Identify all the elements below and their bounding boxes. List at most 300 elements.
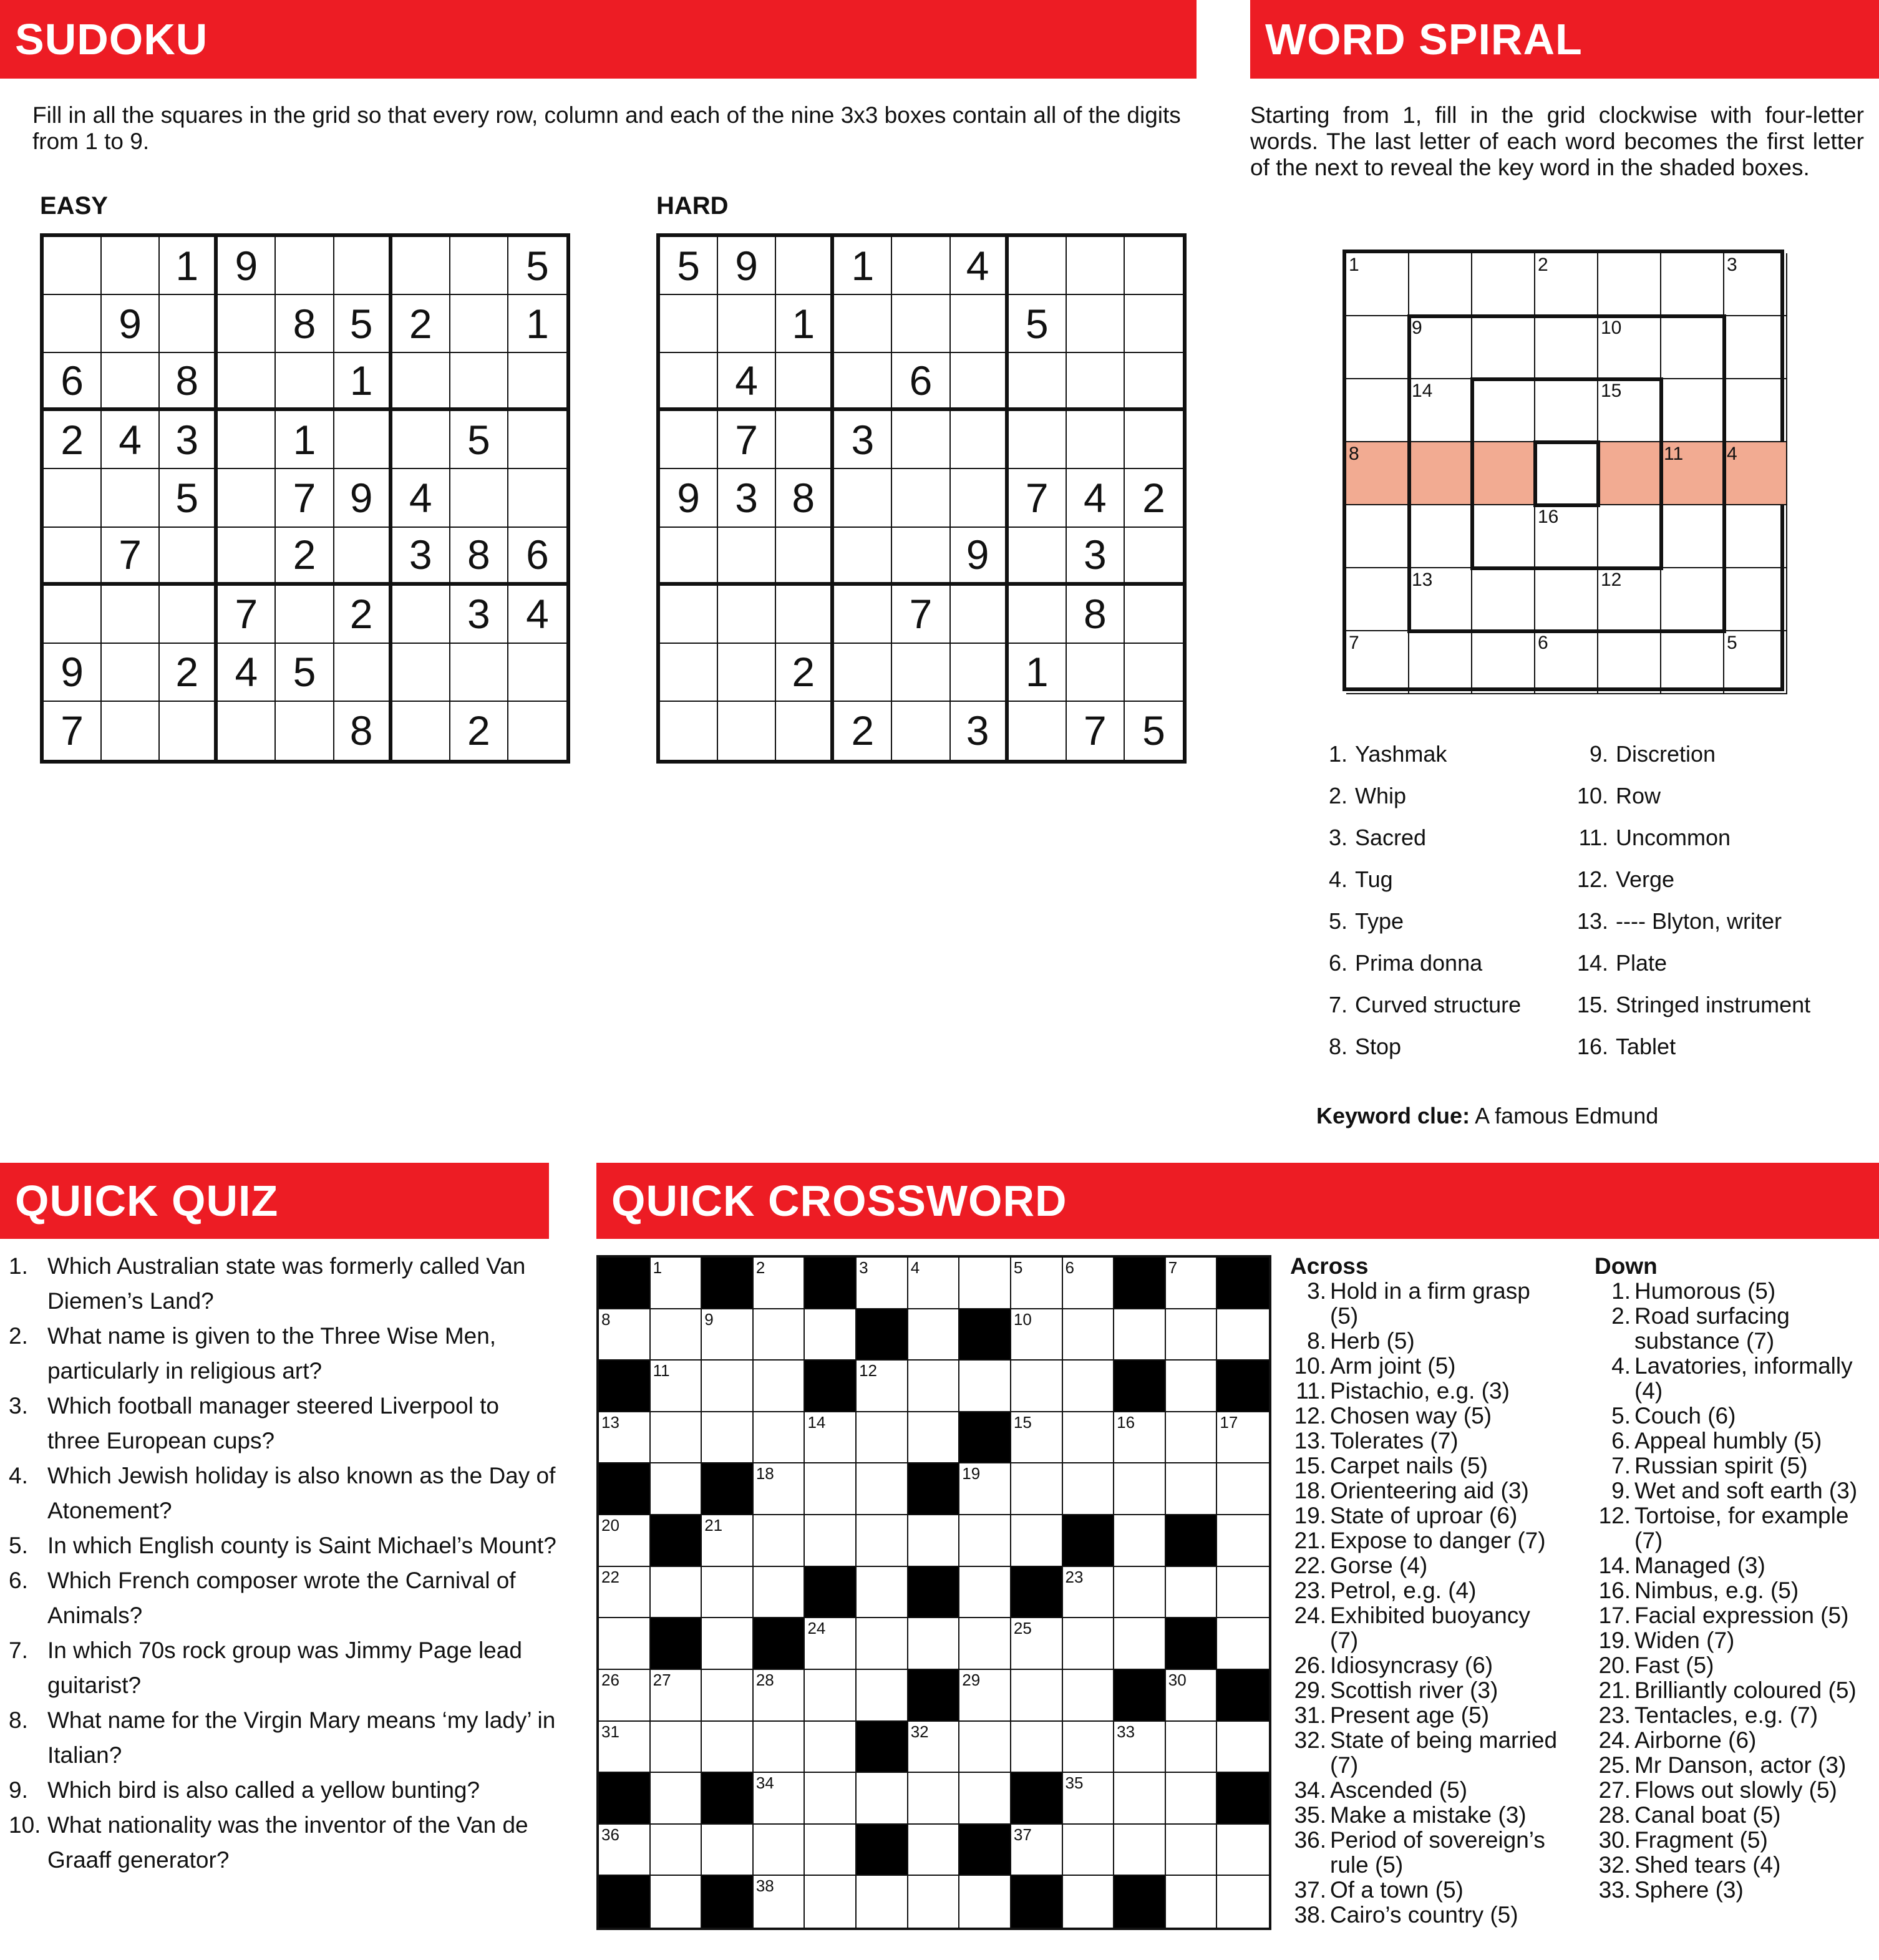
spiral-cell — [1724, 442, 1787, 505]
sudoku-cell: 3 — [834, 411, 892, 469]
crossword-clue-text: Scottish river (3) — [1330, 1677, 1498, 1703]
crossword-clue-text: Gorse (4) — [1330, 1553, 1428, 1578]
crossword-black-square — [1114, 1361, 1166, 1412]
crossword-clue-number: 33. — [1598, 1877, 1631, 1903]
crossword-square — [1011, 1258, 1063, 1309]
sudoku-cell: 9 — [951, 528, 1009, 586]
sudoku-cell — [508, 353, 566, 411]
crossword-black-square — [805, 1361, 857, 1412]
crossword-square — [1011, 1515, 1063, 1567]
crossword-clue — [1290, 1778, 1565, 1803]
crossword-square — [908, 1825, 960, 1876]
crossword-square — [651, 1876, 702, 1928]
sudoku-cell: 2 — [1125, 469, 1183, 527]
crossword-black-square — [754, 1618, 805, 1670]
sudoku-cell — [718, 586, 776, 644]
sudoku-instructions: Fill in all the squares in the grid so that every row, column and each of the nine 3x3 boxes contain all of the digits from 1 to 9. — [32, 102, 1181, 154]
crossword-square — [702, 1618, 754, 1670]
spiral-cell-number: 2 — [1538, 255, 1548, 275]
quiz-question — [9, 1563, 558, 1633]
crossword-square — [805, 1670, 857, 1722]
crossword-grid — [596, 1255, 1271, 1930]
crossword-clue — [1595, 1653, 1879, 1678]
spiral-cell — [1346, 379, 1409, 442]
crossword-square — [959, 1618, 1011, 1670]
sudoku-cell: 2 — [334, 586, 392, 644]
spiral-cell — [1661, 253, 1724, 316]
crossword-square — [1166, 1463, 1218, 1515]
crossword-clue — [1595, 1828, 1879, 1853]
spiral-cell — [1598, 568, 1661, 631]
crossword-clue-text: Lavatories, informally (4) — [1634, 1353, 1853, 1404]
sudoku-cell — [834, 469, 892, 527]
crossword-clue — [1290, 1478, 1565, 1503]
spiral-cell — [1535, 568, 1598, 631]
sudoku-cell: 4 — [951, 237, 1009, 295]
sudoku-cell — [951, 353, 1009, 411]
sudoku-cell — [276, 586, 334, 644]
word-spiral-grid — [1342, 250, 1784, 691]
crossword-clue-number: 7 — [1168, 1258, 1178, 1277]
crossword-square — [1217, 1618, 1269, 1670]
crossword-clue-number: 22. — [1294, 1553, 1326, 1578]
sudoku-cell: 5 — [334, 295, 392, 353]
crossword-square — [702, 1361, 754, 1412]
crossword-square — [857, 1412, 908, 1464]
sudoku-cell — [276, 702, 334, 760]
crossword-black-square — [1166, 1618, 1218, 1670]
word-spiral-title: WORD SPIRAL — [1265, 15, 1583, 64]
quiz-question-text: What name for the Virgin Mary means ‘my lady’ in Italian? — [47, 1707, 556, 1768]
crossword-square — [908, 1618, 960, 1670]
crossword-clue — [1595, 1453, 1879, 1478]
crossword-square — [959, 1567, 1011, 1619]
crossword-square — [1011, 1412, 1063, 1464]
crossword-square — [857, 1463, 908, 1515]
crossword-clue-number: 24. — [1598, 1727, 1631, 1753]
crossword-square — [754, 1722, 805, 1773]
crossword-clue-number: 35 — [1065, 1773, 1084, 1793]
sudoku-cell — [951, 295, 1009, 353]
sudoku-cell — [276, 237, 334, 295]
sudoku-cell: 6 — [44, 353, 102, 411]
spiral-cell — [1409, 442, 1472, 505]
spiral-cell — [1598, 253, 1661, 316]
sudoku-cell: 6 — [892, 353, 950, 411]
quiz-question-number: 8. — [9, 1707, 28, 1733]
crossword-clue-text: Airborne (6) — [1634, 1727, 1757, 1753]
crossword-clue-number: 12. — [1598, 1503, 1631, 1528]
crossword-clue-number: 21. — [1294, 1528, 1326, 1553]
crossword-square — [959, 1515, 1011, 1567]
spiral-clue-number: 5. — [1328, 908, 1347, 934]
crossword-clue-number: 13. — [1294, 1428, 1326, 1453]
crossword-square — [1063, 1412, 1115, 1464]
crossword-clue — [1290, 1404, 1565, 1429]
spiral-cell — [1409, 316, 1472, 379]
quiz-question-text: What name is given to the Three Wise Men, particularly in religious art? — [47, 1323, 497, 1384]
crossword-clue-number: 7. — [1611, 1453, 1631, 1478]
crossword-clue — [1595, 1354, 1879, 1404]
spiral-cell — [1724, 379, 1787, 442]
crossword-square — [1217, 1412, 1269, 1464]
spiral-cell — [1724, 505, 1787, 568]
crossword-square — [805, 1309, 857, 1361]
sudoku-cell: 1 — [276, 411, 334, 469]
crossword-square — [805, 1515, 857, 1567]
sudoku-cell: 5 — [660, 237, 718, 295]
spiral-clue-number: 11. — [1578, 825, 1608, 850]
sudoku-cell — [102, 644, 160, 702]
sudoku-title: SUDOKU — [15, 15, 208, 64]
sudoku-cell — [951, 469, 1009, 527]
crossword-square — [1114, 1825, 1166, 1876]
spiral-clue — [1572, 908, 1782, 934]
crossword-square — [857, 1876, 908, 1928]
spiral-cell — [1598, 442, 1661, 505]
sudoku-cell — [718, 702, 776, 760]
crossword-clue — [1290, 1503, 1565, 1528]
spiral-clue-text: Stop — [1355, 1034, 1402, 1059]
quiz-question-text: Which Australian state was formerly called Van Diemen’s Land? — [47, 1253, 526, 1314]
crossword-clue-text: Hold in a firm grasp (5) — [1330, 1278, 1530, 1329]
crossword-clue-number: 9 — [704, 1309, 714, 1329]
across-label: Across — [1290, 1253, 1369, 1279]
crossword-clue — [1595, 1628, 1879, 1653]
crossword-square — [908, 1309, 960, 1361]
crossword-square — [599, 1722, 651, 1773]
sudoku-cell: 1 — [334, 353, 392, 411]
crossword-square — [1166, 1412, 1218, 1464]
spiral-cell — [1472, 442, 1535, 505]
crossword-square — [959, 1773, 1011, 1825]
crossword-clue-number: 31 — [601, 1722, 619, 1741]
crossword-black-square — [599, 1773, 651, 1825]
crossword-square — [702, 1670, 754, 1722]
sudoku-cell — [160, 586, 218, 644]
sudoku-cell: 9 — [218, 237, 276, 295]
crossword-clue — [1595, 1778, 1879, 1803]
crossword-clue — [1595, 1553, 1879, 1578]
crossword-clue-number: 29. — [1294, 1677, 1326, 1703]
crossword-clue-number: 11. — [1296, 1378, 1326, 1404]
sudoku-cell — [834, 644, 892, 702]
crossword-square — [702, 1567, 754, 1619]
spiral-clue-number: 3. — [1328, 825, 1347, 850]
spiral-cell — [1661, 631, 1724, 694]
sudoku-cell: 3 — [1067, 528, 1125, 586]
crossword-clue-text: Road surfacing substance (7) — [1634, 1303, 1790, 1354]
sudoku-cell — [508, 702, 566, 760]
sudoku-cell: 7 — [276, 469, 334, 527]
crossword-black-square — [1166, 1515, 1218, 1567]
crossword-black-square — [908, 1463, 960, 1515]
crossword-clue-text: State of uproar (6) — [1330, 1503, 1518, 1528]
crossword-clue-number: 14 — [807, 1412, 826, 1432]
quiz-question-number: 6. — [9, 1568, 28, 1593]
quiz-question-number: 7. — [9, 1637, 28, 1663]
sudoku-cell — [776, 586, 834, 644]
crossword-black-square — [651, 1618, 702, 1670]
crossword-clue-number: 25 — [1013, 1619, 1032, 1638]
sudoku-cell: 5 — [1009, 295, 1067, 353]
crossword-square — [1063, 1670, 1115, 1722]
crossword-clue-number: 8 — [601, 1309, 611, 1329]
crossword-clue — [1595, 1603, 1879, 1628]
crossword-clue-number: 19. — [1294, 1503, 1326, 1528]
crossword-square — [1114, 1463, 1166, 1515]
crossword-square — [754, 1309, 805, 1361]
crossword-black-square — [1114, 1258, 1166, 1309]
crossword-square — [1217, 1825, 1269, 1876]
sudoku-cell — [718, 295, 776, 353]
crossword-clue-number: 24. — [1294, 1603, 1326, 1628]
spiral-cell-number: 7 — [1349, 633, 1359, 653]
spiral-clue — [1311, 741, 1447, 767]
crossword-square — [1063, 1361, 1115, 1412]
crossword-square — [857, 1773, 908, 1825]
sudoku-cell — [44, 586, 102, 644]
sudoku-cell: 1 — [834, 237, 892, 295]
quiz-question-number: 2. — [9, 1323, 28, 1349]
spiral-clue — [1311, 1034, 1401, 1060]
spiral-clue-text: Type — [1355, 908, 1404, 934]
spiral-clue — [1311, 908, 1404, 934]
sudoku-cell — [334, 411, 392, 469]
sudoku-cell — [892, 237, 950, 295]
sudoku-cell — [450, 469, 508, 527]
crossword-clue-number: 1. — [1611, 1278, 1631, 1304]
sudoku-cell — [392, 237, 450, 295]
quiz-question — [9, 1808, 558, 1878]
crossword-clue — [1595, 1803, 1879, 1828]
crossword-square — [805, 1825, 857, 1876]
spiral-cell — [1598, 631, 1661, 694]
sudoku-cell — [102, 586, 160, 644]
spiral-clue — [1311, 992, 1521, 1018]
crossword-clue-text: Appeal humbly (5) — [1634, 1428, 1822, 1453]
spiral-cell — [1346, 253, 1409, 316]
spiral-instructions: Starting from 1, fill in the grid clockwise with four-letter words. The last letter of each word becomes the first letter of the next to reveal the key word in the shaded boxes. — [1250, 102, 1864, 180]
crossword-square — [754, 1773, 805, 1825]
spiral-clue-text: Prima donna — [1355, 950, 1483, 976]
crossword-square — [754, 1258, 805, 1309]
crossword-square — [599, 1618, 651, 1670]
sudoku-cell: 7 — [892, 586, 950, 644]
crossword-square — [651, 1567, 702, 1619]
crossword-clue — [1595, 1404, 1879, 1429]
crossword-clue-text: Humorous (5) — [1634, 1278, 1776, 1304]
crossword-clue — [1595, 1678, 1879, 1703]
crossword-clue-number: 36. — [1294, 1827, 1326, 1853]
crossword-square — [1166, 1361, 1218, 1412]
spiral-cell — [1472, 253, 1535, 316]
crossword-square — [908, 1773, 960, 1825]
sudoku-cell — [218, 702, 276, 760]
spiral-cell — [1661, 568, 1724, 631]
spiral-clue — [1572, 783, 1661, 809]
sudoku-cell: 8 — [450, 528, 508, 586]
quiz-question — [9, 1633, 558, 1703]
spiral-clue — [1311, 783, 1406, 809]
sudoku-cell — [834, 295, 892, 353]
sudoku-cell — [450, 237, 508, 295]
crossword-clue — [1290, 1279, 1565, 1329]
sudoku-cell — [1009, 702, 1067, 760]
crossword-clue-number: 28 — [755, 1670, 774, 1689]
crossword-black-square — [908, 1567, 960, 1619]
quiz-question — [9, 1703, 558, 1773]
sudoku-cell — [892, 411, 950, 469]
spiral-clue-number: 8. — [1328, 1034, 1347, 1059]
sudoku-cell — [1009, 353, 1067, 411]
crossword-square — [1063, 1722, 1115, 1773]
spiral-cell — [1472, 505, 1535, 568]
spiral-clue-number: 15. — [1576, 992, 1608, 1017]
crossword-square — [1217, 1309, 1269, 1361]
crossword-clue — [1595, 1753, 1879, 1778]
crossword-clue — [1290, 1379, 1565, 1404]
crossword-square — [1063, 1567, 1115, 1619]
crossword-clue-text: Orienteering aid (3) — [1330, 1478, 1529, 1503]
crossword-black-square — [702, 1258, 754, 1309]
crossword-clue-number: 12. — [1294, 1403, 1326, 1429]
crossword-clue-number: 15 — [1013, 1412, 1032, 1432]
crossword-clue-number: 37. — [1294, 1877, 1326, 1903]
crossword-square — [702, 1825, 754, 1876]
crossword-clue-text: Herb (5) — [1330, 1328, 1415, 1354]
crossword-clue-text: Period of sovereign’s rule (5) — [1330, 1827, 1545, 1878]
crossword-square — [1063, 1825, 1115, 1876]
crossword-square — [1063, 1258, 1115, 1309]
spiral-clue — [1311, 866, 1393, 893]
crossword-clue-text: Expose to danger (7) — [1330, 1528, 1546, 1553]
quick-crossword-title: QUICK CROSSWORD — [611, 1176, 1067, 1225]
crossword-clue-number: 20 — [601, 1516, 619, 1535]
spiral-cell — [1409, 568, 1472, 631]
crossword-black-square — [1114, 1876, 1166, 1928]
crossword-clue-text: Pistachio, e.g. (3) — [1330, 1378, 1510, 1404]
crossword-square — [651, 1309, 702, 1361]
crossword-square — [651, 1258, 702, 1309]
crossword-clue-number: 25. — [1598, 1752, 1631, 1778]
sudoku-cell: 4 — [392, 469, 450, 527]
crossword-black-square — [599, 1258, 651, 1309]
crossword-clue — [1595, 1279, 1879, 1304]
quiz-question-text: In which 70s rock group was Jimmy Page lead guitarist? — [47, 1637, 522, 1698]
crossword-clue-number: 28. — [1598, 1802, 1631, 1828]
sudoku-cell — [334, 644, 392, 702]
crossword-black-square — [959, 1309, 1011, 1361]
crossword-square — [651, 1825, 702, 1876]
crossword-square — [908, 1876, 960, 1928]
crossword-clue-number: 23. — [1294, 1578, 1326, 1603]
crossword-clue-number: 34. — [1294, 1777, 1326, 1803]
crossword-square — [1011, 1309, 1063, 1361]
crossword-clue-number: 20. — [1598, 1652, 1631, 1678]
crossword-black-square — [1217, 1670, 1269, 1722]
crossword-clue-number: 6. — [1611, 1428, 1631, 1453]
crossword-clue-text: Present age (5) — [1330, 1702, 1490, 1728]
crossword-square — [599, 1825, 651, 1876]
quick-quiz-title: QUICK QUIZ — [15, 1176, 279, 1225]
crossword-square — [1011, 1722, 1063, 1773]
spiral-cell — [1409, 379, 1472, 442]
crossword-clue-text: Tortoise, for example (7) — [1634, 1503, 1849, 1553]
crossword-clue-number: 29 — [962, 1670, 981, 1689]
crossword-clue-number: 21. — [1598, 1677, 1631, 1703]
spiral-cell — [1409, 631, 1472, 694]
spiral-clue-number: 12. — [1576, 866, 1608, 892]
crossword-clue-number: 6 — [1065, 1258, 1074, 1277]
sudoku-cell — [392, 411, 450, 469]
spiral-cell — [1535, 631, 1598, 694]
spiral-clue-number: 10. — [1576, 783, 1608, 808]
sudoku-cell: 1 — [160, 237, 218, 295]
crossword-clue-number: 18 — [755, 1464, 774, 1483]
crossword-clue-number: 16 — [1117, 1412, 1135, 1432]
crossword-square — [702, 1515, 754, 1567]
spiral-clue-text: Yashmak — [1355, 741, 1447, 767]
spiral-cell-number: 9 — [1412, 318, 1422, 338]
sudoku-cell — [1009, 237, 1067, 295]
sudoku-cell: 2 — [276, 528, 334, 586]
crossword-square — [959, 1876, 1011, 1928]
crossword-clue-number: 17 — [1220, 1412, 1238, 1432]
spiral-cell — [1661, 379, 1724, 442]
crossword-square — [702, 1722, 754, 1773]
crossword-black-square — [1011, 1567, 1063, 1619]
sudoku-cell — [218, 528, 276, 586]
sudoku-cell: 8 — [160, 353, 218, 411]
crossword-square — [805, 1412, 857, 1464]
crossword-black-square — [599, 1361, 651, 1412]
crossword-square — [1063, 1876, 1115, 1928]
quiz-question-text: Which Jewish holiday is also known as the Day of Atonement? — [47, 1463, 556, 1523]
crossword-black-square — [959, 1825, 1011, 1876]
spiral-cell — [1724, 253, 1787, 316]
sudoku-cell — [508, 469, 566, 527]
crossword-clue-number: 17. — [1598, 1603, 1631, 1628]
sudoku-cell: 8 — [1067, 586, 1125, 644]
crossword-clue-text: Nimbus, e.g. (5) — [1634, 1578, 1799, 1603]
spiral-cell-number: 3 — [1727, 255, 1737, 275]
crossword-clue-number: 4 — [910, 1258, 920, 1277]
sudoku-cell — [892, 295, 950, 353]
quick-quiz-header — [0, 1163, 549, 1239]
sudoku-cell — [1125, 237, 1183, 295]
crossword-square — [1166, 1309, 1218, 1361]
crossword-clue — [1595, 1578, 1879, 1603]
crossword-square — [1114, 1773, 1166, 1825]
sudoku-cell — [44, 295, 102, 353]
sudoku-cell: 4 — [102, 411, 160, 469]
crossword-clue-number: 35. — [1294, 1802, 1326, 1828]
spiral-cell-number: 12 — [1601, 570, 1622, 590]
sudoku-cell: 2 — [44, 411, 102, 469]
sudoku-cell — [892, 644, 950, 702]
quiz-question — [9, 1319, 558, 1389]
sudoku-cell — [392, 702, 450, 760]
spiral-clue-number: 9. — [1589, 741, 1608, 767]
sudoku-cell: 7 — [218, 586, 276, 644]
sudoku-cell — [218, 469, 276, 527]
crossword-square — [959, 1258, 1011, 1309]
quiz-question-text: What nationality was the inventor of the Van de Graaff generator? — [47, 1812, 528, 1873]
crossword-black-square — [702, 1876, 754, 1928]
spiral-clue-number: 2. — [1328, 783, 1347, 808]
crossword-clue-number: 38. — [1294, 1902, 1326, 1928]
